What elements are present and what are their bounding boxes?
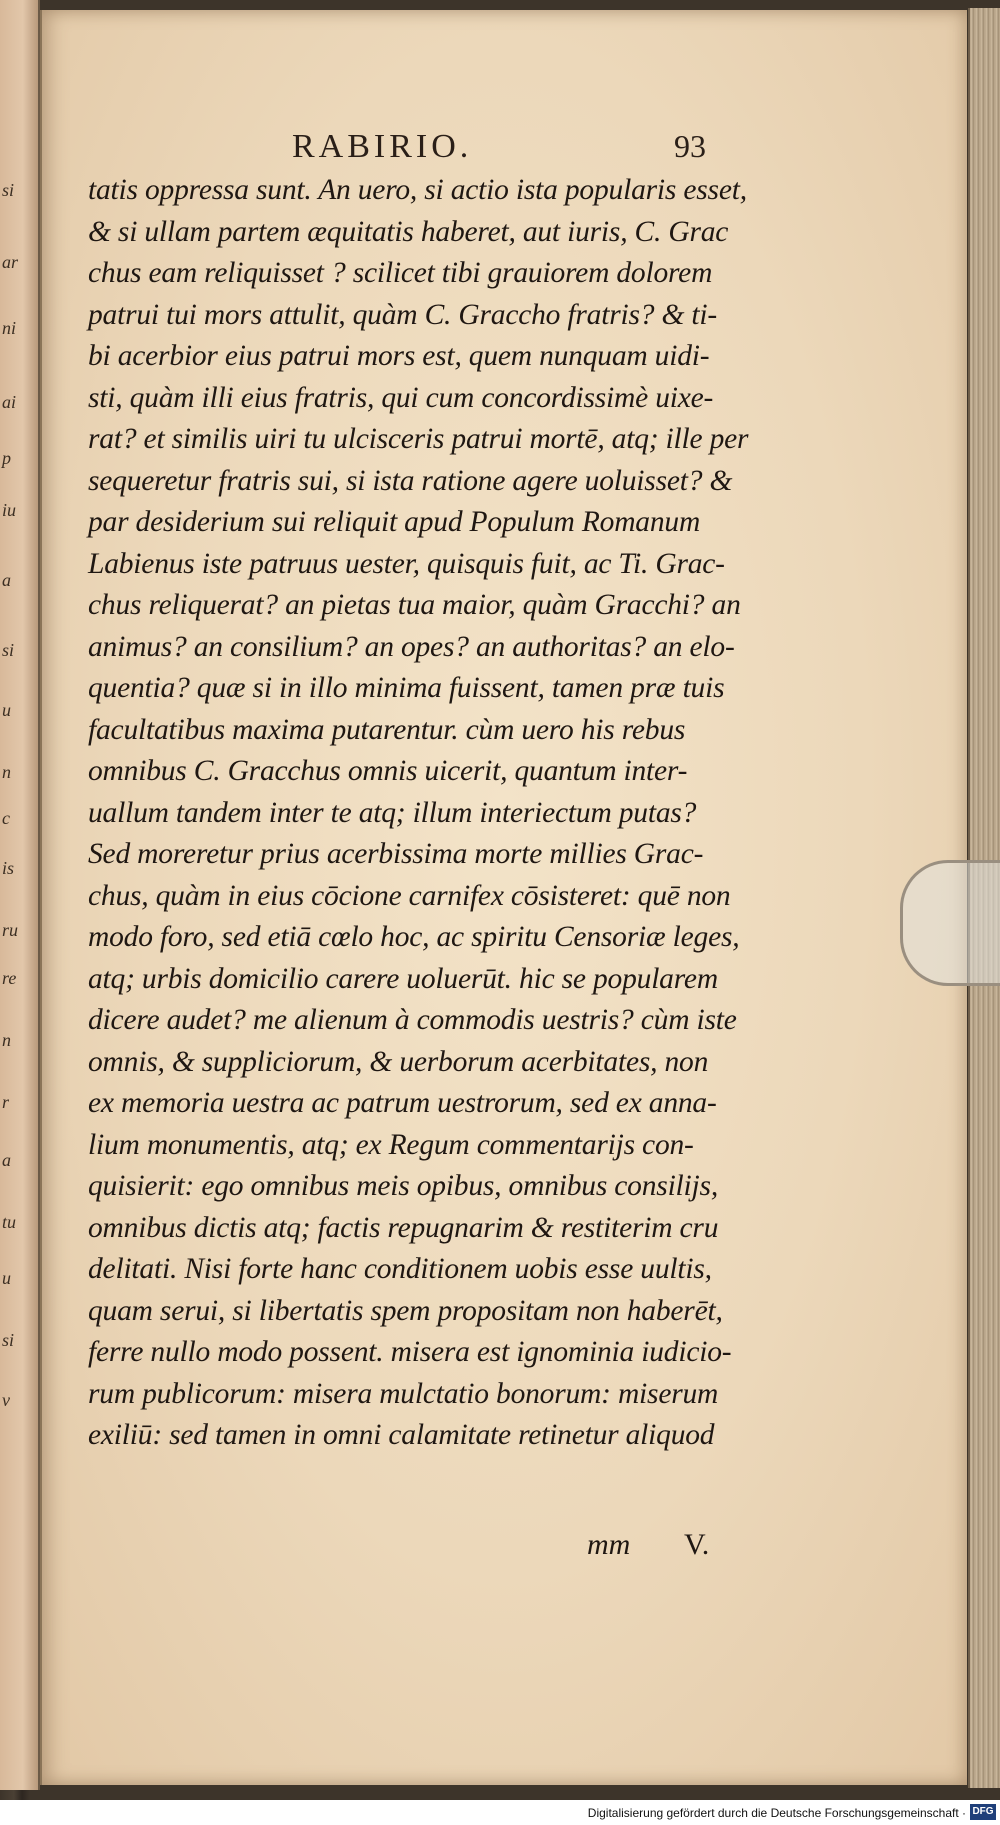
text-line: tatis oppressa sunt. An uero, si actio ista popularis esset, xyxy=(88,174,747,206)
text-line: ex memoria uestra ac patrum uestrorum, sed ex anna- xyxy=(88,1087,717,1119)
text-line: chus reliquerat? an pietas tua maior, quàm Gracchi? an xyxy=(88,589,741,621)
text-line: omnibus dictis atq; factis repugnarim & restiterim cru xyxy=(88,1211,719,1244)
body-text xyxy=(88,170,768,1457)
prev-page-fragment: a xyxy=(2,570,11,590)
footer-bar xyxy=(0,1800,1000,1825)
text-line: par desiderium sui reliquit apud Populum Romanum xyxy=(88,506,701,538)
prev-page-fragment: v xyxy=(2,1390,10,1410)
text-line: quentia? quæ si in illo minima fuissent, tamen præ tuis xyxy=(88,672,725,704)
text-line: sequeretur fratris sui, si ista ratione agere uoluisset? & xyxy=(88,464,733,497)
text-line: quam serui, si libertatis spem propositam non haberēt, xyxy=(88,1294,723,1327)
prev-page-fragment: u xyxy=(2,1268,11,1288)
page-number: 93 xyxy=(674,128,706,164)
text-line: modo foro, sed etiā cœlo hoc, ac spiritu Censoriæ leges, xyxy=(88,921,740,953)
book-page xyxy=(40,10,967,1785)
prev-page-fragment: si xyxy=(2,1330,15,1350)
prev-page-fragment: si xyxy=(2,640,15,660)
text-line: & si ullam partem æquitatis haberet, aut iuris, C. Grac xyxy=(88,215,729,248)
text-line: quisierit: ego omnibus meis opibus, omnibus consilijs, xyxy=(88,1170,719,1202)
text-line: delitati. Nisi forte hanc conditionem uobis esse uultis, xyxy=(88,1253,712,1285)
text-line: patrui tui mors attulit, quàm C. Graccho fratris? & ti- xyxy=(88,298,718,331)
text-line: rat? et similis uiri tu ulcisceris patrui mortē, atq; ille per xyxy=(88,423,749,455)
text-line: atq; urbis domicilio carere uoluerūt. hic se popularem xyxy=(88,962,718,995)
text-line: rum publicorum: misera mulctatio bonorum: miserum xyxy=(88,1377,719,1410)
prev-page-fragment: ru xyxy=(2,920,19,940)
text-line: uallum tandem inter te atq; illum interiectum putas? xyxy=(88,796,697,829)
prev-page-fragment: u xyxy=(2,700,11,720)
text-line: omnibus C. Gracchus omnis uicerit, quantum inter- xyxy=(88,755,688,787)
text-line: lium monumentis, atq; ex Regum commentarijs con- xyxy=(88,1128,694,1161)
prev-page-fragment: re xyxy=(2,968,17,988)
prev-page-fragment: ni xyxy=(2,318,17,338)
prev-page-fragment: tu xyxy=(2,1212,17,1232)
prev-page-fragment: is xyxy=(2,858,15,878)
text-line: chus, quàm in eius cōcione carnifex cōsisteret: quē non xyxy=(88,879,731,912)
footer-credit: Digitalisierung gefördert durch die Deutsche Forschungsgemeinschaft · xyxy=(587,1806,966,1820)
dfg-logo: DFG xyxy=(970,1804,996,1820)
text-line: bi acerbior eius patrui mors est, quem nunquam uidi- xyxy=(88,340,710,372)
previous-page-edge xyxy=(0,0,40,1790)
text-line: sti, quàm illi eius fratris, qui cum concordissimè uixe- xyxy=(88,381,714,414)
text-line: dicere audet? me alienum à commodis uestris? cùm iste xyxy=(88,1004,737,1036)
text-line: facultatibus maxima putarentur. cùm uero his rebus xyxy=(88,713,686,746)
prev-page-fragment: ar xyxy=(2,252,19,272)
prev-page-fragment: p xyxy=(2,448,11,468)
prev-page-fragment: a xyxy=(2,1150,11,1170)
signature-mark: mm xyxy=(587,1528,631,1561)
prev-page-fragment: iu xyxy=(2,500,17,520)
prev-page-fragment: c xyxy=(2,808,10,828)
text-line: chus eam reliquisset ? scilicet tibi grauiorem dolorem xyxy=(88,257,713,289)
prev-page-fragment: n xyxy=(2,762,11,782)
text-line: Sed moreretur prius acerbissima morte millies Grac- xyxy=(88,838,704,870)
text-line: animus? an consilium? an opes? an authoritas? an elo- xyxy=(88,630,735,663)
prev-page-fragment: r xyxy=(2,1092,10,1112)
catchword: V. xyxy=(684,1528,710,1561)
running-head: RABIRIO. xyxy=(292,128,473,165)
text-line: omnis, & suppliciorum, & uerborum acerbitates, non xyxy=(88,1045,709,1078)
book-clasp xyxy=(900,860,1000,986)
text-line: Labienus iste patruus uester, quisquis fuit, ac Ti. Grac- xyxy=(88,547,725,580)
prev-page-fragment: si xyxy=(2,180,15,200)
text-line: ferre nullo modo possent. misera est ignominia iudicio- xyxy=(88,1336,732,1368)
prev-page-fragment: n xyxy=(2,1030,11,1050)
prev-page-fragment: ai xyxy=(2,392,17,412)
text-line: exiliū: sed tamen in omni calamitate retinetur aliquod xyxy=(88,1419,715,1451)
